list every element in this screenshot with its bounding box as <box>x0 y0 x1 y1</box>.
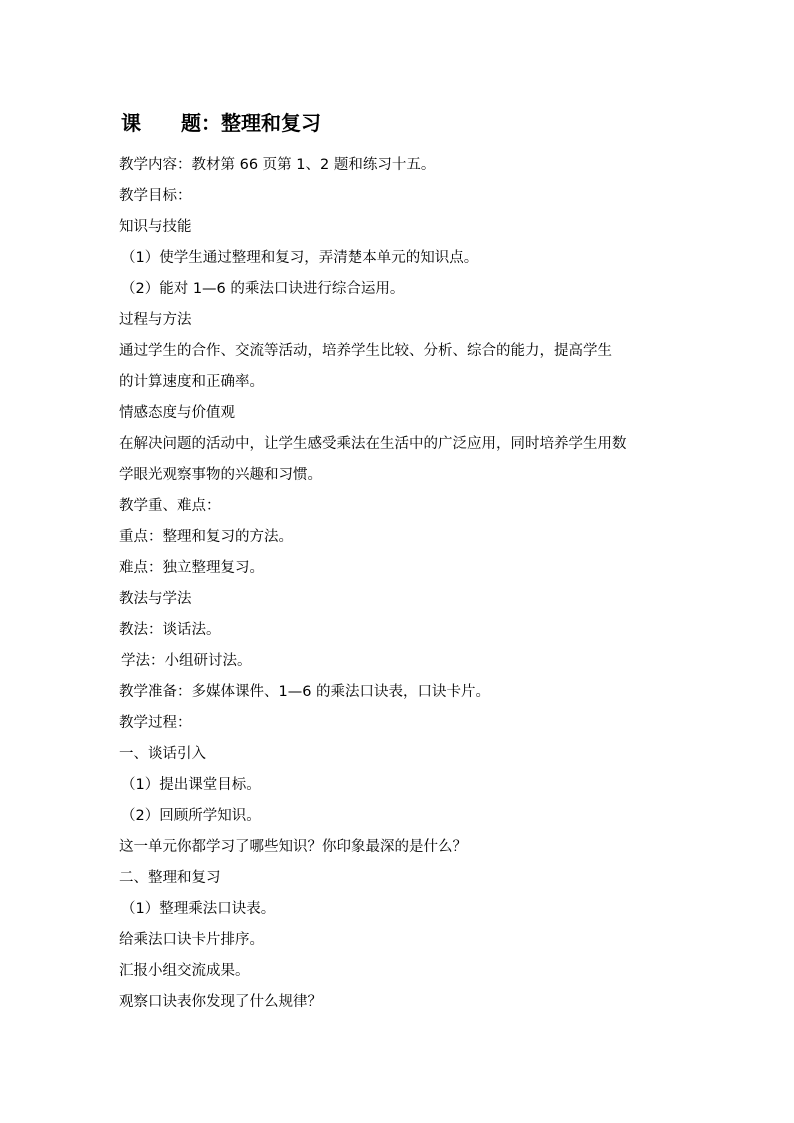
section-1-question: 这一单元你都学习了哪些知识？你印象最深的是什么？ <box>119 839 467 855</box>
section-1-item-1: （1）提出课堂目标。 <box>121 777 261 793</box>
section-2-item-1: （1）整理乘法口诀表。 <box>121 901 276 917</box>
teaching-method-line: 教法：谈话法。 <box>119 622 221 638</box>
attitude-values-heading: 情感态度与价值观 <box>119 405 235 421</box>
teaching-process-heading: 教学过程： <box>119 715 192 731</box>
objectives-heading: 教学目标： <box>119 188 192 204</box>
lesson-body <box>119 150 689 1018</box>
attitude-values-text-1: 在解决问题的活动中，让学生感受乘法在生活中的广泛应用，同时培养学生用数 <box>119 436 627 452</box>
preparation-line: 教学准备：多媒体课件、1—6 的乘法口诀表，口诀卡片。 <box>119 684 491 700</box>
process-methods-text-2: 的计算速度和正确率。 <box>119 374 264 390</box>
teaching-learning-methods-heading: 教法与学法 <box>119 591 192 607</box>
objective-item-1: （1）使学生通过整理和复习，弄清楚本单元的知识点。 <box>121 250 479 266</box>
key-point-line: 重点：整理和复习的方法。 <box>119 529 293 545</box>
knowledge-skills-heading: 知识与技能 <box>119 219 192 235</box>
section-2-heading: 二、整理和复习 <box>119 870 221 886</box>
section-2-text-3: 观察口诀表你发现了什么规律？ <box>119 994 322 1010</box>
process-methods-heading: 过程与方法 <box>119 312 192 328</box>
section-2-text-2: 汇报小组交流成果。 <box>119 963 250 979</box>
lesson-title-prefix: 课 <box>121 111 141 135</box>
lesson-title <box>121 110 321 136</box>
lesson-title-main: 题：整理和复习 <box>181 111 321 135</box>
process-methods-text-1: 通过学生的合作、交流等活动，培养学生比较、分析、综合的能力，提高学生 <box>119 343 612 359</box>
section-2-text-1: 给乘法口诀卡片排序。 <box>119 932 264 948</box>
key-difficult-heading: 教学重、难点： <box>119 498 221 514</box>
objective-item-2: （2）能对 1—6 的乘法口诀进行综合运用。 <box>121 281 405 297</box>
difficult-point-line: 难点：独立整理复习。 <box>119 560 264 576</box>
attitude-values-text-2: 学眼光观察事物的兴趣和习惯。 <box>119 467 322 483</box>
section-1-item-2: （2）回顾所学知识。 <box>121 808 261 824</box>
learning-method-line: 学法：小组研讨法。 <box>121 653 252 669</box>
content-line: 教学内容：教材第 66 页第 1、2 题和练习十五。 <box>119 157 436 173</box>
section-1-heading: 一、谈话引入 <box>119 746 206 762</box>
